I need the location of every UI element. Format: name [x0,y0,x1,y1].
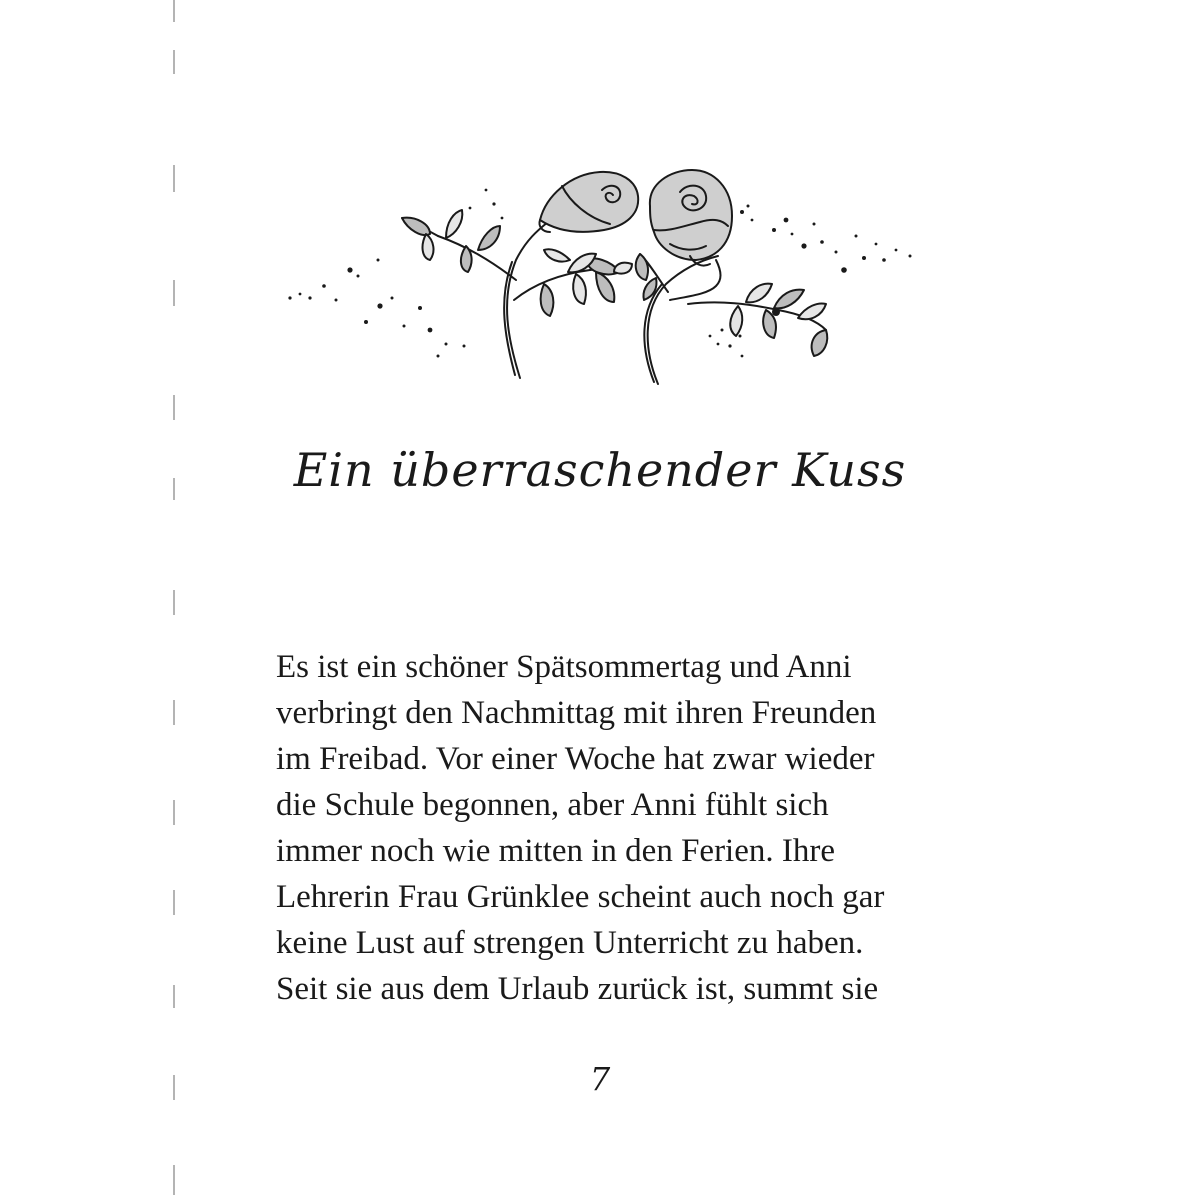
leaf [596,272,614,302]
leaf [461,246,472,272]
leaf [798,304,826,320]
leaf [544,249,570,261]
body-paragraph [276,644,936,1012]
leaf [573,274,586,304]
page-number: 7 [589,1060,611,1098]
leaf [541,284,554,316]
leaf [402,218,430,235]
text-line: verbringt den Nachmittag mit ihren Freunden [276,695,877,731]
chapter-title: Ein überraschender Kuss [293,443,907,497]
gutter-tick-marks [172,0,176,1200]
leaf [774,290,804,309]
right-rose-bud [650,170,732,260]
leaf [636,254,648,280]
leaf [812,330,828,356]
text-line: im Freibad. Vor einer Woche hat zwar wieder [276,741,875,777]
text-line: Seit sie aus dem Urlaub zurück ist, summt sie [276,971,879,1007]
text-line: keine Lust auf strengen Unterricht zu haben. [276,925,864,961]
leaf [478,226,500,250]
leaf [746,284,772,303]
leaf [614,263,632,274]
left-rose-bud [540,172,638,232]
text-line: die Schule begonnen, aber Anni fühlt sich [276,787,829,823]
leaf [446,210,462,238]
text-line: Lehrerin Frau Grünklee scheint auch noch gar [276,879,885,915]
leaf [423,234,434,260]
text-line: Es ist ein schöner Spätsommertag und Anni [276,649,852,685]
two-roses-illustration [270,160,930,390]
text-line: immer noch wie mitten in den Ferien. Ihre [276,833,836,869]
leaf [644,278,657,300]
leaf [730,306,742,336]
